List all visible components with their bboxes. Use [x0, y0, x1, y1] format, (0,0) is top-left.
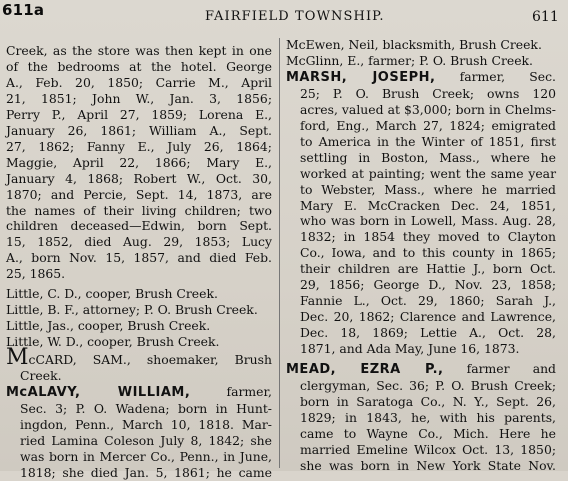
text-line: acres, valued at $3,000; born in Chelms- — [300, 101, 556, 117]
text-line: 1832; in 1854 they moved to Clayton — [300, 229, 556, 245]
text-line: 29, 1856; George D., Nov. 23, 1858; — [300, 277, 556, 293]
right-column — [286, 37, 556, 474]
entry-marsh — [286, 69, 556, 357]
biography-continuation — [6, 43, 272, 282]
entry-text: farmer and — [466, 361, 556, 377]
directory-entry: Little, B. F., attorney; P. O. Brush Creek. — [6, 302, 258, 318]
text-line: worked at painting; went the same year — [300, 165, 556, 181]
text-line: to America in the Winter of 1851, first — [300, 133, 556, 149]
text-line: Co., Iowa, and to this county in 1865; — [300, 245, 556, 261]
text-line: ingdon, Penn., March 10, 1818. Mar- — [20, 416, 272, 432]
text-line: ford, Eng., March 27, 1824; emigrated — [300, 117, 556, 133]
text-line: of the bedrooms at the hotel. George — [6, 58, 272, 74]
text-line: who was born in Lowell, Mass. Aug. 28, — [300, 213, 556, 229]
text-line: came to Wayne Co., Mich. Here he — [300, 425, 556, 441]
text-line: born in Saratoga Co., N. Y., Sept. 26, — [300, 393, 556, 409]
entry-name: McALAVY, WILLIAM, — [6, 385, 191, 401]
left-column — [6, 43, 272, 481]
text-line: children deceased—Edwin, born Sept. — [6, 218, 272, 234]
text-line: to Webster, Mass., where he married — [300, 181, 556, 197]
text-line: 21, 1851; John W., Jan. 3, 1856; — [6, 90, 272, 106]
entry-mcalavy — [6, 384, 272, 481]
text-line: settling in Boston, Mass., where he — [300, 149, 556, 165]
text-line: 1871, and Ada May, June 16, 1873. — [300, 341, 520, 357]
directory-entry: Little, Jas., cooper, Brush Creek. — [6, 318, 211, 334]
entry-text: farmer, — [226, 384, 272, 400]
directory-entry: McGlinn, E., farmer; P. O. Brush Creek. — [286, 52, 533, 68]
text-line: January 4, 1868; Robert W., Oct. 30, — [6, 170, 272, 186]
text-line: she was born in New York State Nov. — [300, 457, 556, 473]
short-entries — [6, 286, 272, 350]
text-line: the names of their living children; two — [6, 202, 272, 218]
entry-mccard — [6, 345, 272, 384]
directory-entry: Little, C. D., cooper, Brush Creek. — [6, 286, 218, 302]
entry-mead — [286, 361, 556, 474]
text-line: Dec. 20, 1862; Clarence and Lawrence, — [300, 309, 556, 325]
text-line: Creek, as the store was then kept in one — [6, 43, 272, 58]
text-line: 1829; in 1843, he, with his parents, — [300, 409, 556, 425]
short-entries — [286, 37, 556, 69]
page-number: 611 — [532, 9, 559, 25]
text-line: Creek. — [20, 368, 62, 384]
text-line: 1870; and Percie, Sept. 14, 1873, are — [6, 186, 272, 202]
text-line: Fannie L., Oct. 29, 1860; Sarah J., — [300, 293, 556, 309]
entry-text: cCARD, SAM., shoemaker, Brush — [28, 352, 272, 368]
text-line: Maggie, April 22, 1866; Mary E., — [6, 154, 272, 170]
text-line: ried Lamina Coleson July 8, 1842; she — [20, 432, 272, 448]
text-line: 15, 1852, died Aug. 29, 1853; Lucy — [6, 234, 272, 250]
text-line: A., Feb. 20, 1850; Carrie M., April — [6, 74, 272, 90]
drop-cap: M — [6, 345, 29, 371]
entry-text: farmer, Sec. — [459, 68, 556, 84]
entry-name: MARSH, JOSEPH, — [286, 69, 436, 85]
directory-entry: McEwen, Neil, blacksmith, Brush Creek. — [286, 37, 542, 52]
column-divider — [279, 38, 280, 468]
text-line: January 26, 1861; William A., Sept. — [6, 122, 272, 138]
text-line: Dec. 18, 1869; Lettie A., Oct. 28, — [300, 325, 556, 341]
text-line: was born in Mercer Co., Penn., in June, — [20, 448, 272, 464]
text-line: married Emeline Wilcox Oct. 13, 1850; — [300, 441, 556, 457]
text-line: 25, 1865. — [6, 266, 66, 282]
text-line: their children are Hattie J., born Oct. — [300, 261, 556, 277]
text-line: Perry P., April 27, 1859; Lorena E., — [6, 106, 272, 122]
image-label: 611a — [2, 1, 45, 19]
text-line: Sec. 3; P. O. Wadena; born in Hunt- — [20, 400, 272, 416]
text-line: 27, 1862; Fanny E., July 26, 1864; — [6, 138, 272, 154]
directory-entry: Little, W. D., cooper, Brush Creek. — [6, 334, 220, 350]
entry-name: MEAD, EZRA P., — [286, 362, 444, 378]
page-header — [0, 9, 568, 29]
text-line: clergyman, Sec. 36; P. O. Brush Creek; — [300, 378, 556, 394]
text-line: A., born Nov. 15, 1857, and died Feb. — [6, 250, 272, 266]
text-line: Mary E. McCracken Dec. 24, 1851, — [300, 197, 556, 213]
running-head: FAIRFIELD TOWNSHIP. — [205, 9, 385, 24]
text-line: 1818; she died Jan. 5, 1861; he came — [20, 464, 272, 480]
text-line: 25; P. O. Brush Creek; owns 120 — [300, 85, 556, 101]
